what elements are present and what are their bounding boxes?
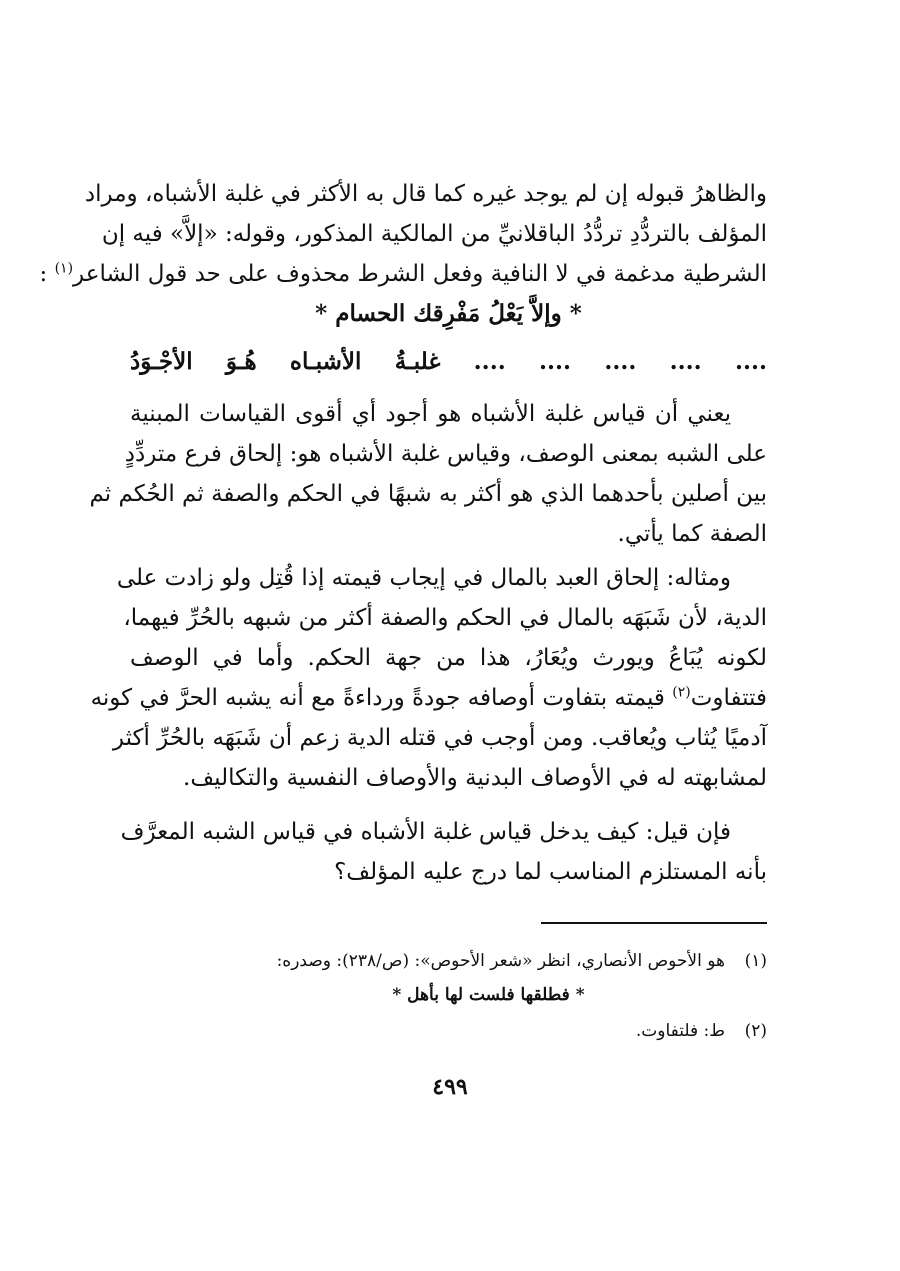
text-line: بأنه المستلزم المناسب لما درج عليه المؤلف؟ — [334, 859, 767, 885]
footnote-2 — [130, 1016, 767, 1046]
text-line — [39, 254, 767, 294]
text-segment: فتتفاوت — [690, 685, 767, 711]
text-segment: الشرطية مدغمة في لا النافية وفعل الشرط محذوف على حد قول الشاعر — [73, 261, 767, 287]
footnote-1-verse: * فطلقها فلست لها بأهل * — [392, 985, 585, 1005]
text-line: على الشبه بمعنى الوصف، وقياس غلبة الأشباه هو: إلحاق فرع متردِّدٍ — [124, 441, 767, 467]
text-line: آدميًا يُثاب ويُعاقب. ومن أوجب في قتله الدية زعم أن شَبَهَه بالحُرِّ أكثر — [112, 725, 767, 751]
text-line: الدية، لأن شَبَهَه بالمال في الحكم والصفة أكثر من شبهه بالحُرِّ فيهما، — [123, 605, 767, 631]
verse-line: .... .... .... .... .... غلبـةُ الأشبـاه هُـوَ الأجْـوَدُ — [130, 348, 767, 375]
text-line: المؤلف بالتردُّدِ تردُّدُ الباقلانيِّ من المالكية المذكور، وقوله: «إلاَّ» فيه إن — [101, 221, 767, 247]
text-line: ومثاله: إلحاق العبد بالمال في إيجاب قيمته إذا قُتِل ولو زادت على — [116, 565, 731, 591]
colon: : — [39, 261, 48, 287]
footnote-separator — [541, 922, 767, 924]
text-line: الصفة كما يأتي. — [617, 521, 767, 547]
text-line: بين أصلين بأحدهما الذي هو أكثر به شبهًا في الحكم والصفة ثم الحُكم ثم — [89, 481, 767, 507]
text-segment: قيمته بتفاوت أوصافه جودةً ورداءةً مع أنه يشبه الحرَّ في كونه — [90, 685, 665, 711]
verse-line: * وإلاَّ يَعْلُ مَفْرِقك الحسام * — [315, 300, 582, 327]
text-line: فإن قيل: كيف يدخل قياس غلبة الأشباه في قياس الشبه المعرَّف — [120, 819, 731, 845]
page-number: ٤٩٩ — [432, 1074, 468, 1100]
footnote-2-text: ط: فلتفاوت. — [635, 1021, 725, 1041]
footnote-1-number: (١) — [744, 951, 767, 971]
text-line: يعني أن قياس غلبة الأشباه هو أجود أي أقوى القياسات المبنية — [130, 401, 731, 427]
footnote-1-text: هو الأحوص الأنصاري، انظر «شعر الأحوص»: (ص/٢٣٨): وصدره: — [276, 951, 725, 971]
footnote-2-number: (٢) — [744, 1021, 767, 1041]
footnote-ref-2: (٢) — [672, 684, 691, 701]
text-line: لمشابهته له في الأوصاف البدنية والأوصاف النفسية والتكاليف. — [183, 765, 767, 791]
text-line: والظاهرُ قبوله إن لم يوجد غيره كما قال به الأكثر في غلبة الأشباه، ومراد — [84, 181, 767, 207]
footnote-1 — [130, 946, 767, 976]
text-line — [90, 678, 767, 718]
footnote-ref-1: (١) — [54, 260, 74, 277]
text-line: لكونه يُبَاعُ ويورث ويُعَارُ، هذا من جهة الحكم. وأما في الوصف — [130, 645, 767, 671]
